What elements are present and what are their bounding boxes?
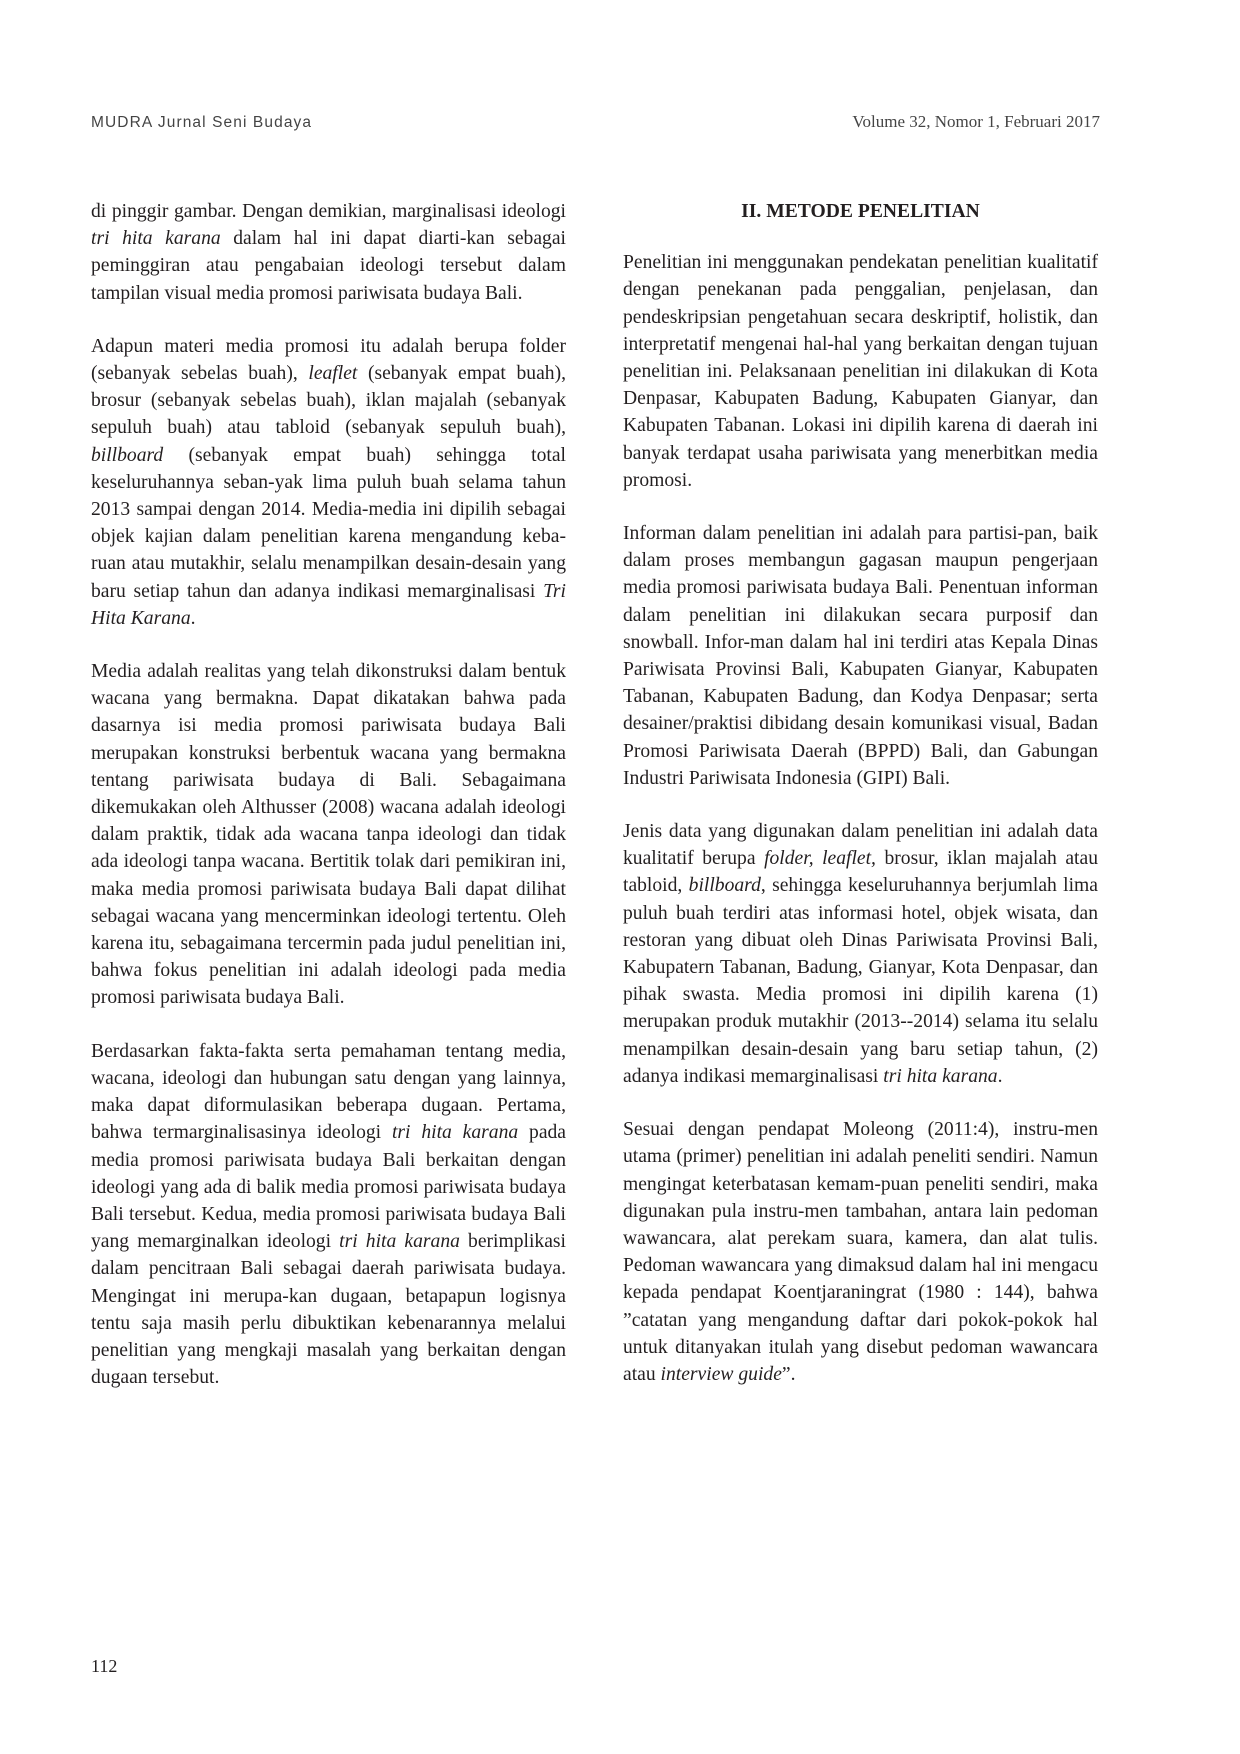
running-header-issue: Volume 32, Nomor 1, Februari 2017 xyxy=(852,112,1100,131)
paragraph: di pinggir gambar. Dengan demikian, marginalisasi ideologi tri hita karana dalam hal ini dapat diarti-kan sebagai peminggiran atau pengabaian ideologi tersebut dalam tampilan visual media promosi pariwisata budaya Bali. xyxy=(91,201,566,304)
paragraph: Adapun materi media promosi itu adalah berupa folder (sebanyak sebelas buah), leaflet (sebanyak empat buah), brosur (sebanyak sebelas buah), iklan majalah (sebanyak sepuluh buah) atau tabloid (sebanyak sepuluh buah), billboard (sebanyak empat buah) sehingga total keseluruhannya seban-yak lima puluh buah selama tahun 2013 sampai dengan 2014. Media-media ini dipilih sebagai objek kajian dalam penelitian karena mengandung keba-ruan atau mutakhir, selalu menampilkan desain-desain yang baru setiap tahun dan adanya indikasi memarginalisasi Tri Hita Karana. xyxy=(91,335,567,629)
page-number: 112 xyxy=(91,1656,118,1676)
paragraph: Informan dalam penelitian ini adalah para partisi-pan, baik dalam proses membangun gagasan maupun pengerjaan media promosi pariwisata budaya Bali. Penentuan informan dalam penelitian ini dilakukan secara purposif dan snowball. Infor-man dalam hal ini terdiri atas Kepala Dinas Pariwisata Provinsi Bali, Kabupaten Gianyar, Kabupaten Tabanan, Kabupaten Badung, dan Kodya Denpasar; serta desainer/praktisi dibidang desain komunikasi visual, Badan Promosi Pariwisata Daerah (BPPD) Bali, dan Gabungan Industri Pariwisata Indonesia (GIPI) Bali. xyxy=(623,523,1098,789)
paragraph: Penelitian ini menggunakan pendekatan penelitian kualitatif dengan penekanan pada penggalian, penjelasan, dan pendeskripsian pengetahuan secara deskriptif, holistik, dan interpretatif mengenai hal-hal yang berkaitan dengan tujuan penelitian ini. Pelaksanaan penelitian ini dilakukan di Kota Denpasar, Kabupaten Badung, Kabupaten Gianyar, dan Kabupaten Tabanan. Lokasi ini dipilih karena di daerah ini banyak terdapat usaha pariwisata yang menerbitkan media promosi. xyxy=(623,252,1098,491)
paragraph: Sesuai dengan pendapat Moleong (2011:4), instru-men utama (primer) penelitian ini adalah peneliti sendiri. Namun mengingat keterbatasan kemam-puan peneliti sendiri, maka digunakan pula instru-men tambahan, antara lain pedoman wawancara, alat perekam suara, kamera, dan alat tulis. Pedoman wawancara yang dimaksud dalam hal ini mengacu kepada pendapat Koentjaraningrat (1980 : 144), bahwa ”catatan yang mengandung daftar dari pokok-pokok hal untuk ditanyakan itulah yang disebut pedoman wawancara atau interview guide”. xyxy=(623,1119,1098,1385)
paragraph: Media adalah realitas yang telah dikonstruksi dalam bentuk wacana yang bermakna. Dapat dikatakan bahwa pada dasarnya isi media promosi pariwisata budaya Bali merupakan konstruksi berbentuk wacana yang bermakna tentang pariwisata budaya di Bali. Sebagaimana dikemukakan oleh Althusser (2008) wacana adalah ideologi dalam praktik, tidak ada wacana tanpa ideologi dan tidak ada ideologi tanpa wacana. Bertitik tolak dari pemikiran ini, maka media promosi pariwisata budaya Bali dapat dilihat sebagai wacana yang mencerminkan ideologi tertentu. Oleh karena itu, sebagaimana tercermin pada judul penelitian ini, bahwa fokus penelitian ini adalah ideologi pada media promosi pariwisata budaya Bali. xyxy=(91,661,566,1009)
paragraph: Berdasarkan fakta-fakta serta pemahaman tentang media, wacana, ideologi dan hubungan satu dengan yang lainnya, maka dapat diformulasikan beberapa dugaan. Pertama, bahwa termarginalisasinya ideologi tri hita karana pada media promosi pariwisata budaya Bali berkaitan dengan ideologi yang ada di balik media promosi pariwisata budaya Bali tersebut. Kedua, media promosi pariwisata budaya Bali yang memarginalkan ideologi tri hita karana berimplikasi dalam pencitraan Bali sebagai daerah pariwisata budaya. Mengingat ini merupa-kan dugaan, betapapun logisnya tentu saja masih perlu dibuktikan kebenarannya melalui penelitian yang mengkaji masalah yang berkaitan dengan dugaan tersebut. xyxy=(91,1040,567,1389)
left-column xyxy=(91,198,566,1417)
paragraph: Jenis data yang digunakan dalam penelitian ini adalah data kualitatif berupa folder, leaflet, brosur, iklan majalah atau tabloid, billboard, sehingga keseluruhannya berjumlah lima puluh buah terdiri atas informasi hotel, objek wisata, dan restoran yang dibuat oleh Dinas Pariwisata Provinsi Bali, Kabupatern Tabanan, Badung, Gianyar, Kota Denpasar, dan pihak swasta. Media promosi ini dipilih karena (1) merupakan produk mutakhir (2013--2014) selama itu selalu menampilkan desain-desain yang baru setiap tahun, (2) adanya indikasi memarginalisasi tri hita karana. xyxy=(623,821,1098,1087)
section-heading: II. METODE PENELITIAN xyxy=(741,201,980,222)
running-header-journal: MUDRA Jurnal Seni Budaya xyxy=(91,114,313,131)
right-column xyxy=(623,198,1098,1414)
